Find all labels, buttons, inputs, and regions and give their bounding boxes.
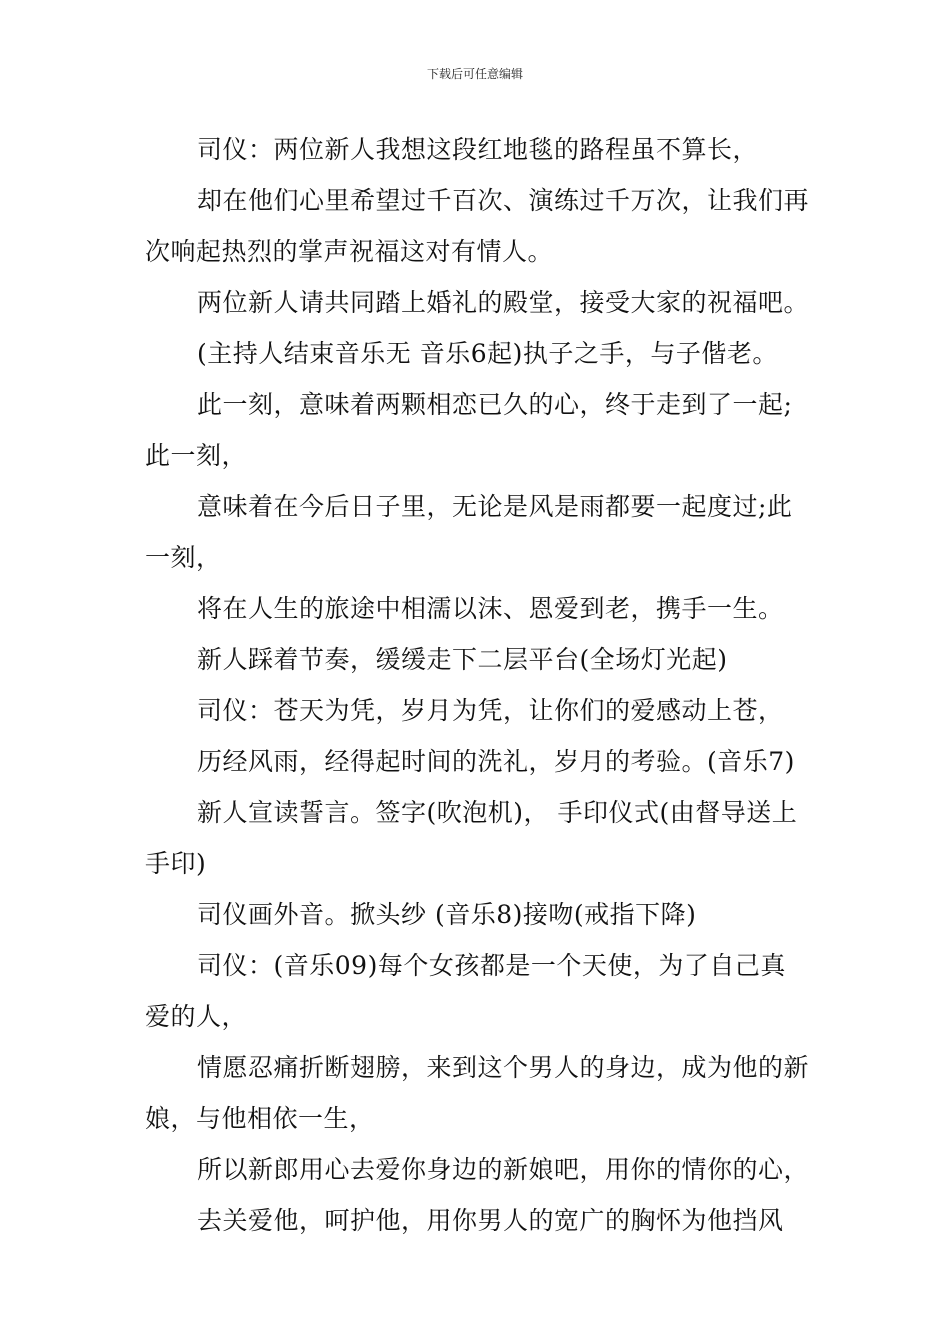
paragraph-3: 两位新人请共同踏上婚礼的殿堂，接受大家的祝福吧。: [197, 288, 810, 317]
paragraph-12: 司仪画外音。掀头纱 (音乐8)接吻(戒指下降): [197, 900, 697, 929]
page-header: 下载后可任意编辑: [426, 67, 523, 81]
paragraph-5: 此一刻，意味着两颗相恋已久的心，终于走到了一起;此一刻，: [145, 390, 793, 470]
paragraph-7: 将在人生的旅途中相濡以沫、恩爱到老，携手一生。: [197, 594, 784, 623]
paragraph-14: 情愿忍痛折断翅膀，来到这个男人的身边，成为他的新娘，与他相依一生，: [145, 1053, 810, 1133]
paragraph-15: 所以新郎用心去爱你身边的新娘吧，用你的情你的心，: [197, 1155, 810, 1184]
paragraph-10: 历经风雨，经得起时间的洗礼，岁月的考验。(音乐7): [197, 747, 795, 776]
paragraph-4: (主持人结束音乐无 音乐6起)执子之手，与子偕老。: [197, 339, 778, 368]
paragraph-8: 新人踩着节奏，缓缓走下二层平台(全场灯光起): [197, 645, 728, 674]
paragraph-6: 意味着在今后日子里，无论是风是雨都要一起度过;此一刻，: [145, 492, 793, 572]
paragraph-11: 新人宣读誓言。签字(吹泡机)， 手印仪式(由督导送上手印): [145, 798, 798, 878]
paragraph-16: 去关爱他，呵护他，用你男人的宽广的胸怀为他挡风: [197, 1206, 784, 1235]
paragraph-2: 却在他们心里希望过千百次、演练过千万次，让我们再次响起热烈的掌声祝福这对有情人。: [145, 186, 810, 266]
document-body: [145, 124, 810, 1246]
paragraph-9: 司仪：苍天为凭，岁月为凭，让你们的爱感动上苍，: [197, 696, 784, 725]
paragraph-13: 司仪：(音乐09)每个女孩都是一个天使，为了自己真爱的人，: [145, 951, 786, 1031]
paragraph-1: 司仪：两位新人我想这段红地毯的路程虽不算长，: [197, 135, 759, 164]
